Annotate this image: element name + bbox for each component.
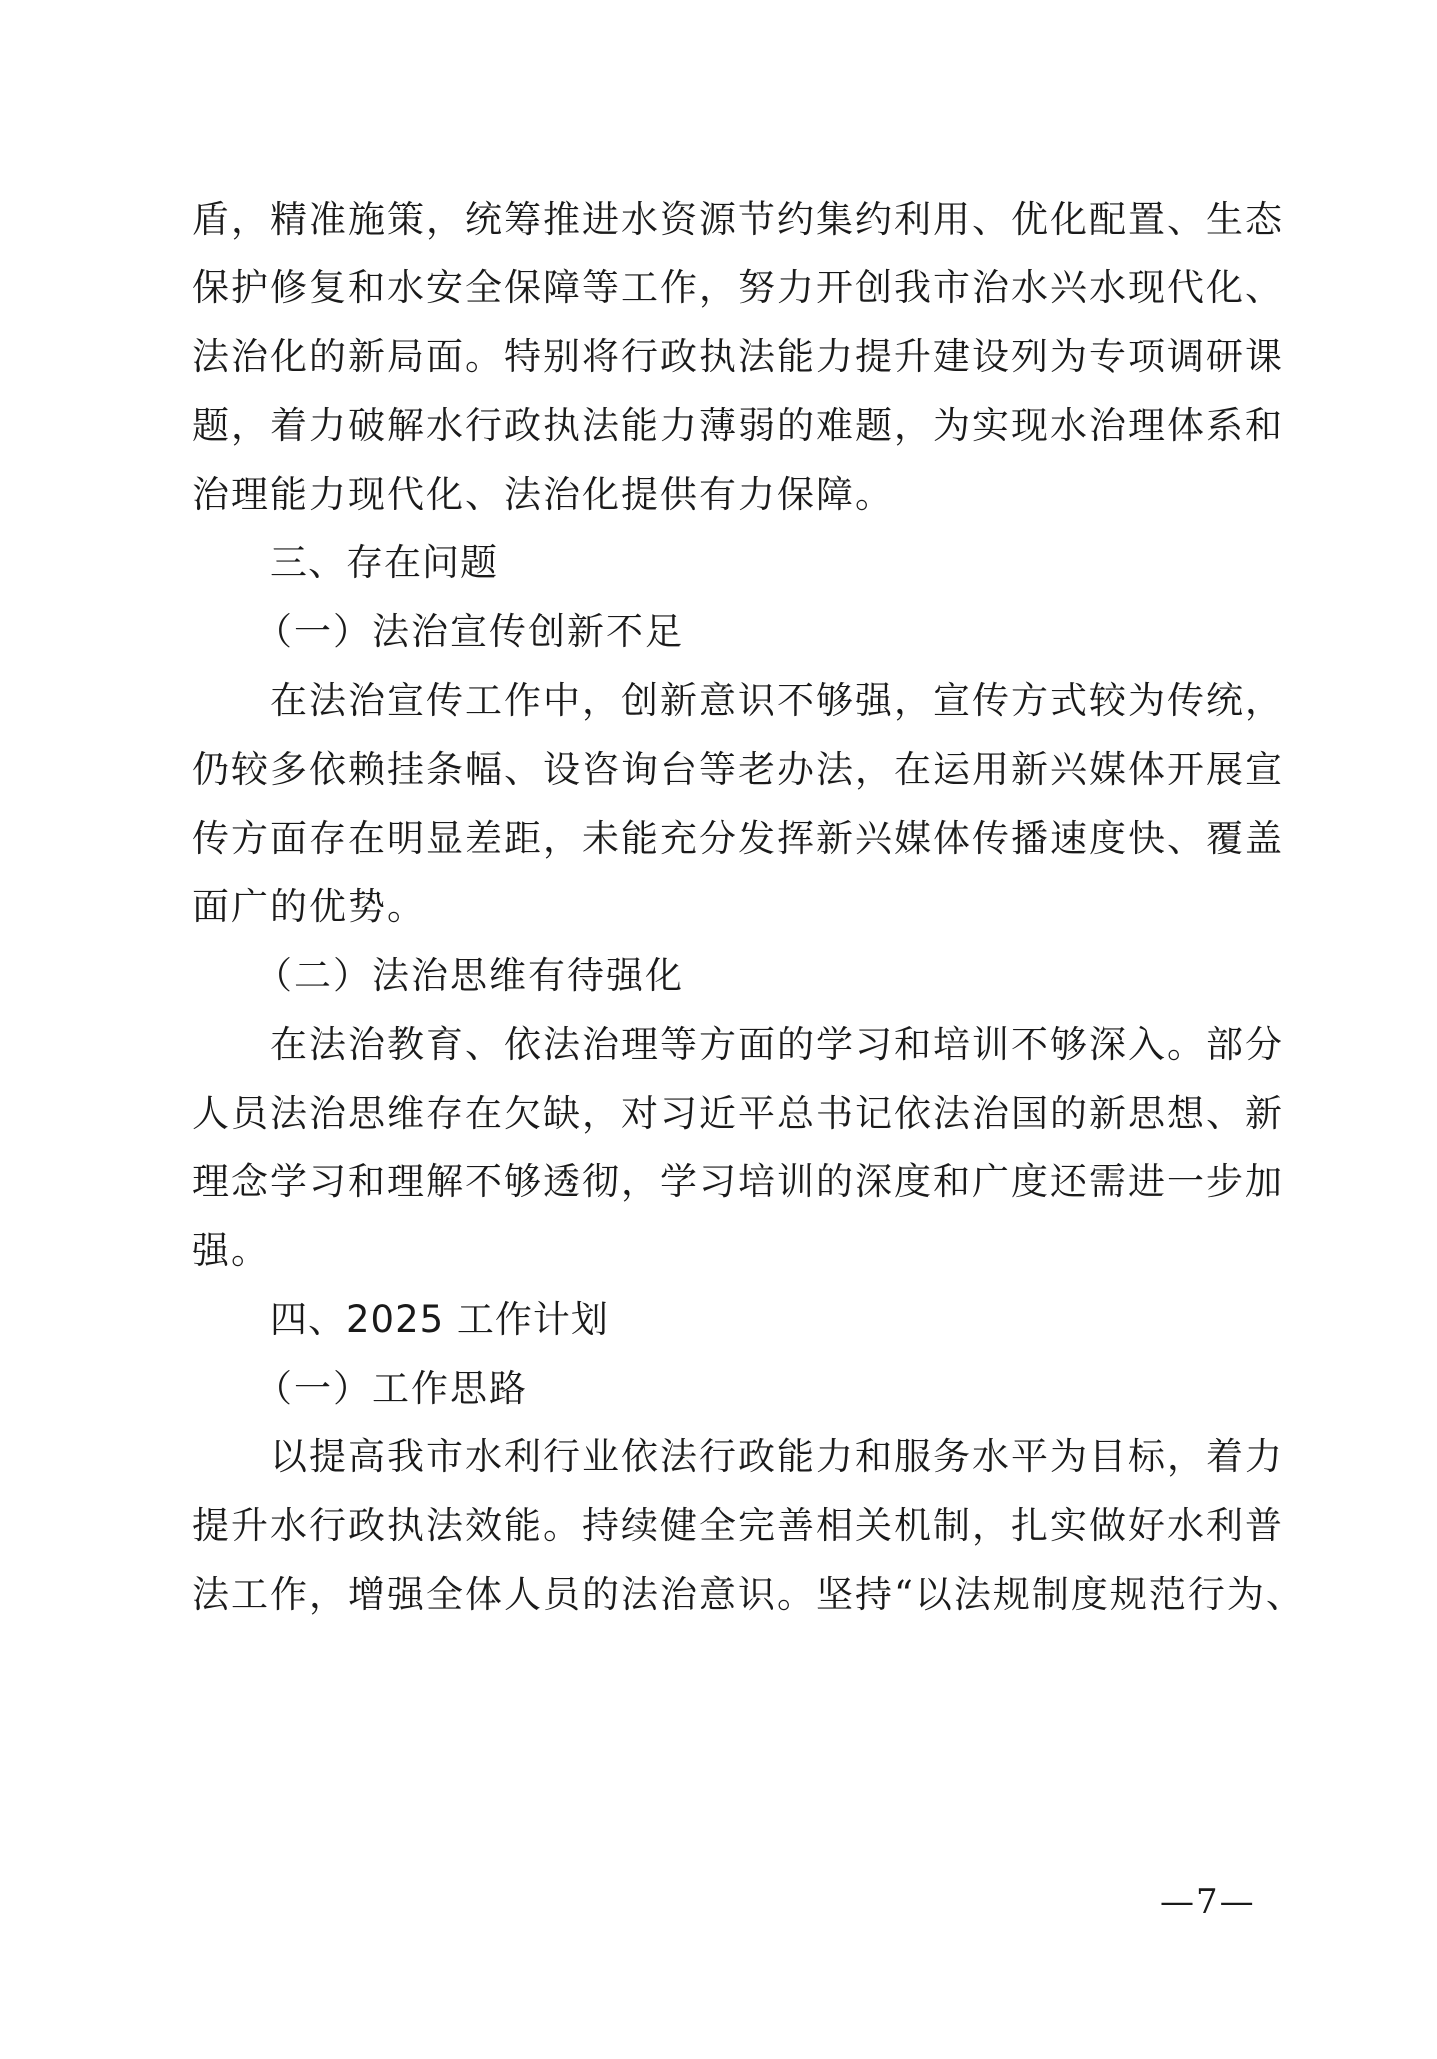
paragraph-1-line-1: 盾，精准施策，统筹推进水资源节约集约利用、优化配置、生态 (192, 198, 1284, 241)
paragraph-1-line-5: 治理能力现代化、法治化提供有力保障。 (192, 473, 894, 516)
section-heading-4: 四、2025 工作计划 (270, 1298, 609, 1341)
page-number: —7— (1160, 1882, 1256, 1922)
paragraph-1-line-3: 法治化的新局面。特别将行政执法能力提升建设列为专项调研课 (192, 335, 1284, 378)
paragraph-4-line-3: 法工作，增强全体人员的法治意识。坚持“以法规制度规范行为、 (192, 1573, 1305, 1616)
paragraph-1-line-4: 题，着力破解水行政执法能力薄弱的难题，为实现水治理体系和 (192, 404, 1284, 447)
paragraph-2-line-2: 仍较多依赖挂条幅、设咨询台等老办法，在运用新兴媒体开展宣 (192, 748, 1284, 791)
paragraph-3-line-4: 强。 (192, 1229, 270, 1272)
paragraph-4-line-1: 以提高我市水利行业依法行政能力和服务水平为目标，着力 (270, 1435, 1284, 1478)
paragraph-1-line-2: 保护修复和水安全保障等工作，努力开创我市治水兴水现代化、 (192, 266, 1284, 309)
paragraph-2-line-3: 传方面存在明显差距，未能充分发挥新兴媒体传播速度快、覆盖 (192, 817, 1284, 860)
subsection-heading-1: （一）法治宣传创新不足 (255, 610, 684, 653)
subsection-heading-3: （一）工作思路 (255, 1367, 528, 1410)
paragraph-2-line-4: 面广的优势。 (192, 885, 426, 928)
subsection-heading-2: （二）法治思维有待强化 (255, 954, 684, 997)
section-heading-3: 三、存在问题 (270, 541, 498, 584)
paragraph-2-line-1: 在法治宣传工作中，创新意识不够强，宣传方式较为传统， (270, 679, 1284, 722)
paragraph-4-line-2: 提升水行政执法效能。持续健全完善相关机制，扎实做好水利普 (192, 1504, 1284, 1547)
paragraph-3-line-2: 人员法治思维存在欠缺，对习近平总书记依法治国的新思想、新 (192, 1092, 1284, 1135)
paragraph-3-line-1: 在法治教育、依法治理等方面的学习和培训不够深入。部分 (270, 1023, 1284, 1066)
paragraph-3-line-3: 理念学习和理解不够透彻，学习培训的深度和广度还需进一步加 (192, 1160, 1284, 1203)
